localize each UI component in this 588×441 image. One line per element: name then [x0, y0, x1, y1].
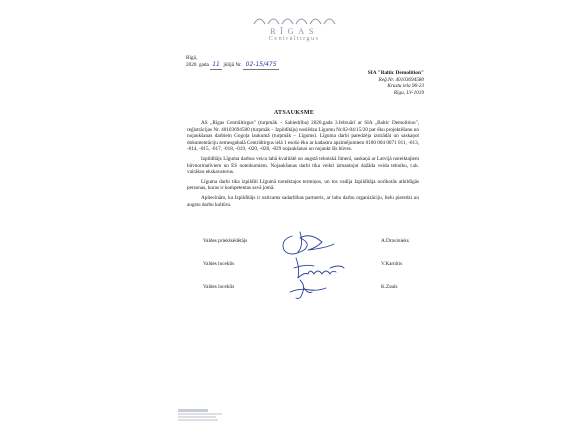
date-prefix: 2020. gada	[186, 62, 209, 68]
recipient-name: SIA "Baltic Demolition"	[367, 70, 424, 76]
footer-line	[178, 416, 216, 418]
signature-name: V.Karnītis	[381, 261, 403, 267]
letter-body	[187, 120, 419, 211]
date-month: jūlijā Nr.	[223, 62, 242, 68]
arches-logo-icon	[251, 13, 337, 25]
date-line	[186, 62, 279, 70]
signature-role: Valdes loceklis	[203, 261, 235, 267]
signature-role: Valdes loceklis	[203, 284, 235, 290]
recipient-block	[368, 70, 424, 96]
signature-role: Valdes priekšsēdētājs	[203, 238, 248, 244]
footer-line	[178, 419, 218, 421]
recipient-city: Rīga, LV-1019	[393, 89, 424, 96]
footer-line	[178, 413, 222, 415]
place: Rīgā,	[186, 55, 198, 61]
document-number: 02-15/475	[243, 62, 279, 70]
footer-line	[178, 409, 208, 412]
body-paragraph: AS „Rīgas Centrāltirgus" (turpmāk – Sabiedrība) 2020.gada 3.februārī ar SIA „Baltic Demolition", reģistrācijas Nr. 40103694580 (turpmāk – Izpildītājs) noslēdza Līgumu Nr.02-04/15/20 par ēku projektēšanu un nojaukšanas darbiem Gogoļa laukumā (turpmāk – Līgums). Līguma darbi paredzēja izstrādāt un saskaņot dokumentāciju zemesgabalā Centrāltirgus ielā 1 esošo ēku ar kadastra apzīmējumiem 0100 004 0071 011, -013, -014, -015, -017, -018, -019, -020, -028, -029 nojaukšanai un nojaukt šīs būves.	[187, 120, 419, 153]
body-paragraph: Apliecinām, ka Izpildītājs ir uzticams sadarbības partneris, ar labu darbu organizāciju, lielu pieredzi un augstu darbu kultūru.	[187, 194, 419, 208]
body-paragraph: Līguma darbi tika izpildīti Līgumā noteiktajos termiņos, un tos vadīja Izpildītāja norīkotās atbildīgās personas, kuras ir kompetentas savā jomā.	[187, 178, 419, 192]
recipient-reg: Reģ.Nr. 40103694580	[378, 76, 424, 83]
signature-name: A.Dravinieks	[381, 238, 409, 244]
logo-subtitle: Centrāltirgus	[268, 35, 320, 42]
company-logo	[247, 13, 341, 42]
document-title: ATSAUKSME	[273, 110, 315, 116]
handwritten-signatures	[270, 228, 380, 306]
signature-name: K.Zauls	[381, 284, 398, 290]
logo-name: RĪGAS	[269, 26, 318, 36]
body-paragraph: Izpildītājs Līguma darbus veica labā kvalitātē un augstā tehniskā līmenī, saskaņā ar Latvijā noteiktajiem būvnormatīviem un ES noteikumiem. Nojaukšanas darbi tika veikti izmantojot dažāda veida tehniku, t.sk. vairākus ekskavatorus.	[187, 155, 419, 176]
footer-contacts	[178, 409, 222, 421]
recipient-street: Krustu iela 96-23	[387, 83, 424, 90]
date-day: 11	[210, 62, 222, 70]
